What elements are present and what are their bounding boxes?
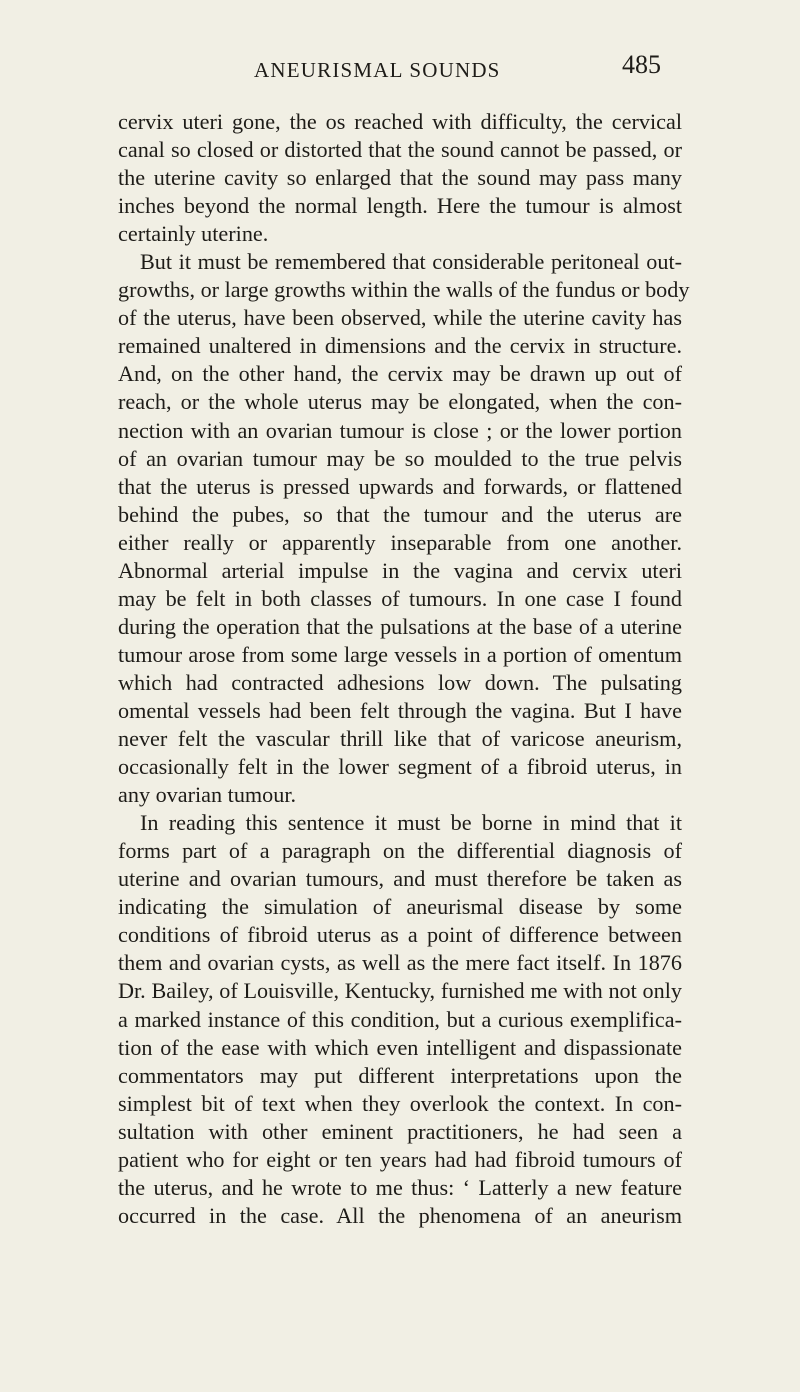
body-text (118, 108, 690, 1230)
text-line: canal so closed or distorted that the sound cannot be passed, or (118, 137, 682, 163)
text-line: may be felt in both classes of tumours. In one case I found (118, 585, 682, 611)
text-line: which had contracted adhesions low down. The pulsating (118, 669, 682, 695)
text-line: reach, or the whole uterus may be elongated, when the con- (118, 389, 682, 415)
page-number: 485 (622, 50, 661, 79)
text-line: And, on the other hand, the cervix may be drawn up out of (118, 361, 682, 387)
text-line: them and ovarian cysts, as well as the mere fact itself. In 1876 (118, 950, 682, 976)
text-line: occurred in the case. All the phenomena of an aneurism (118, 1202, 682, 1228)
text-line: tion of the ease with which even intelligent and dispassionate (118, 1034, 682, 1060)
text-line: Abnormal arterial impulse in the vagina and cervix uteri (118, 557, 682, 583)
text-line: In reading this sentence it must be borne in mind that it (140, 810, 682, 836)
text-line: a marked instance of this condition, but a curious exemplifica- (118, 1006, 682, 1032)
text-line: commentators may put different interpretations upon the (118, 1062, 682, 1088)
text-line: during the operation that the pulsations at the base of a uterine (118, 613, 682, 639)
text-line: of the uterus, have been observed, while the uterine cavity has (118, 305, 682, 331)
text-line: indicating the simulation of aneurismal disease by some (118, 894, 682, 920)
text-line: forms part of a paragraph on the differential diagnosis of (118, 838, 682, 864)
text-line: nection with an ovarian tumour is close ; or the lower portion (118, 417, 682, 443)
text-line: any ovarian tumour. (118, 782, 297, 808)
text-line: that the uterus is pressed upwards and forwards, or flattened (118, 473, 682, 499)
text-line: omental vessels had been felt through the vagina. But I have (118, 697, 682, 723)
text-line: the uterus, and he wrote to me thus: ‘ Latterly a new feature (118, 1174, 682, 1200)
text-line: But it must be remembered that considerable peritoneal out- (140, 249, 682, 275)
text-line: uterine and ovarian tumours, and must therefore be taken as (118, 866, 682, 892)
text-line: cervix uteri gone, the os reached with difficulty, the cervical (118, 109, 682, 134)
text-line: either really or apparently inseparable from one another. (118, 529, 682, 555)
text-line: simplest bit of text when they overlook the context. In con- (118, 1090, 682, 1116)
text-line: the uterine cavity so enlarged that the sound may pass many (118, 165, 682, 191)
text-line: never felt the vascular thrill like that of varicose aneurism, (118, 726, 682, 752)
text-line: behind the pubes, so that the tumour and the uterus are (118, 501, 682, 527)
text-line: growths, or large growths within the walls of the fundus or body (118, 277, 690, 303)
text-line: Dr. Bailey, of Louisville, Kentucky, furnished me with not only (118, 978, 682, 1004)
text-line: remained unaltered in dimensions and the cervix in structure. (118, 333, 682, 359)
text-line: sultation with other eminent practitioners, he had seen a (118, 1118, 682, 1144)
text-line: tumour arose from some large vessels in a portion of omentum (118, 641, 682, 667)
running-head (0, 50, 800, 88)
text-line: occasionally felt in the lower segment of a fibroid uterus, in (118, 754, 682, 780)
text-line: certainly uterine. (118, 221, 269, 247)
text-line: of an ovarian tumour may be so moulded to the true pelvis (118, 445, 682, 471)
running-title: ANEURISMAL SOUNDS (254, 58, 501, 82)
text-line: patient who for eight or ten years had had fibroid tumours of (118, 1146, 682, 1172)
text-line: inches beyond the normal length. Here the tumour is almost (118, 193, 682, 219)
text-line: conditions of fibroid uterus as a point of difference between (118, 922, 682, 948)
